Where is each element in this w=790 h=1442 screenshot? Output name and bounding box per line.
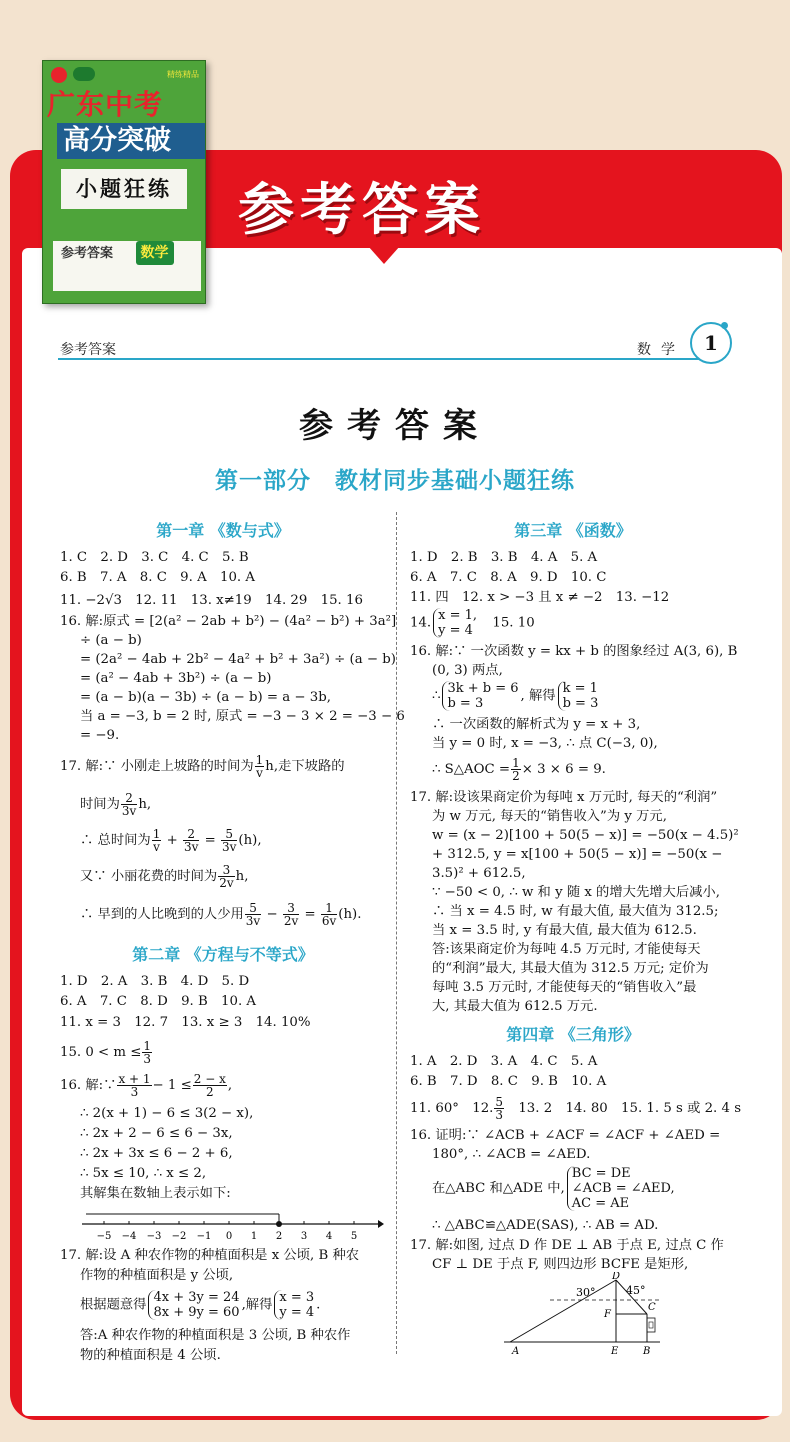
chapter-2-heading: 第二章 《方程与不等式》 xyxy=(132,945,314,964)
point-E: E xyxy=(611,1346,619,1357)
cover-label-box xyxy=(53,241,201,291)
number-line-label: 3 xyxy=(300,1231,308,1242)
answer-line: 17. 解:设该果商定价为每吨 x 万元时, 每天的“利润” xyxy=(410,790,718,805)
fraction: $\frac{3}{2v}$ xyxy=(283,901,299,928)
cover-title-line2: 高分突破 xyxy=(57,123,206,159)
answer-line: (0, 3) 两点, xyxy=(432,663,503,678)
cover-label: 参考答案 xyxy=(61,246,114,261)
number-line-label: −5 xyxy=(96,1231,112,1242)
equation-system: 4x + 3y = 24 8x + 9y = 60 xyxy=(148,1290,239,1320)
number-line-label: 1 xyxy=(250,1231,258,1242)
fraction: $\frac{1}{3}$ xyxy=(143,1039,152,1066)
number-line-label: −1 xyxy=(196,1231,212,1242)
answer-line: 1. D 2. B 3. B 4. A 5. A xyxy=(410,550,598,565)
equation-system: 3k + b = 6 b = 3 xyxy=(442,681,518,711)
answer-line: ∴ 3k + b = 6 b = 3 , 解得 k = 1 b = 3 xyxy=(432,681,599,711)
answer-line: 1. D 2. A 3. B 4. D 5. D xyxy=(60,974,250,989)
point-F: F xyxy=(604,1309,611,1320)
answer-line: 6. A 7. C 8. D 9. B 10. A xyxy=(60,994,257,1009)
answer-line: ÷ (a − b) xyxy=(80,633,142,648)
answer-line: ∴ 2(x + 1) − 6 ≤ 3(2 − x), xyxy=(80,1106,254,1121)
answer-line: 在△ABC 和△ADE 中,BC = DE ∠ACB = ∠AED, AC = AE xyxy=(432,1166,675,1211)
answer-line: ∴ 当 x = 4.5 时, w 有最大值, 最大值为 312.5; xyxy=(432,904,719,919)
column-divider xyxy=(396,512,397,1354)
fraction: $\frac{2}{3v}$ xyxy=(183,827,199,854)
number-line-label: −3 xyxy=(146,1231,162,1242)
header-rule xyxy=(58,358,712,360)
point-D: D xyxy=(612,1272,621,1282)
answer-line: ∴ 总时间为 $\frac{1}{v}$ + $\frac{2}{3v}$ = $\frac{5}{3v}$ (h), xyxy=(80,827,262,854)
answer-line: 17. 解:∵ 小刚走上坡路的时间为 $\frac{1}{v}$ h,走下坡路的 xyxy=(60,753,345,780)
answer-line: 物的种植面积是 4 公顷. xyxy=(80,1348,221,1363)
answer-line: = −9. xyxy=(80,728,120,743)
chapter-1-heading: 第一章 《数与式》 xyxy=(156,521,290,540)
answer-line: 3.5)² + 612.5, xyxy=(432,866,526,881)
answer-line: 每吨 3.5 万元时, 才能使每天的“销售收入”最 xyxy=(432,980,697,995)
answer-line: 16. 解:∵ 一次函数 y = kx + b 的图象经过 A(3, 6), B xyxy=(410,644,738,659)
angle-label-30: 30° xyxy=(576,1286,596,1299)
answer-line: ∴ S△AOC = $\frac{1}{2}$ × 3 × 6 = 9. xyxy=(432,756,606,783)
cover-badge: 精练精品 xyxy=(167,70,199,79)
answer-line: 答:A 种农作物的种植面积是 3 公顷, B 种农作 xyxy=(80,1328,351,1343)
segment-AD xyxy=(510,1280,616,1342)
series-logo-icon xyxy=(73,67,95,81)
banner-notch xyxy=(368,246,400,264)
answer-line: 15. 0 < m ≤ $\frac{1}{3}$ xyxy=(60,1039,152,1066)
answer-line: ∴ 2x + 2 − 6 ≤ 6 − 3x, xyxy=(80,1126,233,1141)
number-line-label: −4 xyxy=(121,1231,137,1242)
answer-line: 作物的种植面积是 y 公顷, xyxy=(80,1268,234,1283)
document-subtitle: 第一部分 教材同步基础小题狂练 xyxy=(215,468,575,494)
answer-line: CF ⊥ DE 于点 F, 则四边形 BCFE 是矩形, xyxy=(432,1257,689,1272)
publisher-logo-icon xyxy=(51,67,67,83)
fraction: $\frac{5}{3v}$ xyxy=(245,901,261,928)
answer-line: ∴ 5x ≤ 10, ∴ x ≤ 2, xyxy=(80,1166,207,1181)
number-line xyxy=(82,1212,384,1244)
answer-line: 6. B 7. D 8. C 9. B 10. A xyxy=(410,1074,607,1089)
answer-line: ∵ −50 < 0, ∴ w 和 y 随 x 的增大先增大后减小, xyxy=(432,885,720,900)
answer-line: 16. 解:原式 = [2(a² − 2ab + b²) − (4a² − b²) + 3a²] xyxy=(60,614,397,629)
cover-subject-badge: 数学 xyxy=(136,241,174,265)
answer-line: 14. x = 1, y = 4 15. 10 xyxy=(410,608,535,638)
cover-title-line3: 小题狂练 xyxy=(61,169,187,209)
answer-line: 1. A 2. D 3. A 4. C 5. A xyxy=(410,1054,598,1069)
answer-line: 为 w 万元, 每天的“销售收入”为 y 万元, xyxy=(432,809,667,824)
point-C: C xyxy=(648,1302,656,1313)
angle-label-45: 45° xyxy=(626,1284,646,1297)
fraction: $\frac{1}{v}$ xyxy=(255,753,264,780)
answer-line: 的“利润”最大, 其最大值为 312.5 万元; 定价为 xyxy=(432,961,709,976)
answer-line: 又∵ 小丽花费的时间为 $\frac{3}{2v}$ h, xyxy=(80,863,249,890)
answer-line: = (2a² − 4ab + 2b² − 4a² + b² + 3a²) ÷ (a − b) xyxy=(80,652,396,667)
answer-line: 当 y = 0 时, x = −3, ∴ 点 C(−3, 0), xyxy=(432,736,658,751)
answer-line: 答:该果商定价为每吨 4.5 万元时, 才能使每天 xyxy=(432,942,701,957)
number-line-label: 5 xyxy=(350,1231,358,1242)
fraction: $\frac{5}{3}$ xyxy=(495,1095,504,1122)
answer-line: ∴ 一次函数的解析式为 y = x + 3, xyxy=(432,717,641,732)
answer-line: 大, 其最大值为 612.5 万元. xyxy=(432,999,598,1014)
answer-line: 当 a = −3, b = 2 时, 原式 = −3 − 3 × 2 = −3 − 6 xyxy=(80,709,405,724)
answer-line: 16. 解:∵ $\frac{x + 1}{3}$ − 1 ≤ $\frac{2 - x}{2}$ , xyxy=(60,1072,233,1099)
number-line-label: 0 xyxy=(225,1231,233,1242)
answer-line: 6. A 7. C 8. A 9. D 10. C xyxy=(410,570,607,585)
answer-line: 根据题意得 4x + 3y = 24 8x + 9y = 60 ,解得 x = 3 y = 4 . xyxy=(80,1290,321,1320)
number-line-label: 4 xyxy=(325,1231,333,1242)
answer-line: 当 x = 3.5 时, y 有最大值, 最大值为 612.5. xyxy=(432,923,697,938)
answer-line: ∴ 2x + 3x ≤ 6 − 2 + 6, xyxy=(80,1146,233,1161)
answer-line: 17. 解:如图, 过点 D 作 DE ⊥ AB 于点 E, 过点 C 作 xyxy=(410,1238,724,1253)
fraction: $\frac{1}{v}$ xyxy=(152,827,161,854)
number-line-label: 2 xyxy=(275,1231,283,1242)
header-left-label: 参考答案 xyxy=(60,342,116,358)
point-A: A xyxy=(512,1346,520,1357)
answer-line: = (a − b)(a − 3b) ÷ (a − b) = a − 3b, xyxy=(80,690,331,705)
page-number-dot-icon xyxy=(721,322,728,329)
answer-line: 11. x = 3 12. 7 13. x ≥ 3 14. 10% xyxy=(60,1015,311,1030)
answer-line: 180°, ∴ ∠ACB = ∠AED. xyxy=(432,1147,591,1162)
answer-line: = (a² − 4ab + 3b²) ÷ (a − b) xyxy=(80,671,272,686)
fraction: $\frac{1}{2}$ xyxy=(512,756,520,783)
book-cover xyxy=(42,60,206,304)
document-title: 参考答案 xyxy=(299,406,491,446)
answer-line: 其解集在数轴上表示如下: xyxy=(80,1186,231,1201)
answer-line: 11. −2√3 12. 11 13. x≠19 14. 29 15. 16 xyxy=(60,593,363,608)
answer-line: + 312.5, y = x[100 + 50(5 − x)] = −50(x − xyxy=(432,847,723,862)
fraction: $\frac{x + 1}{3}$ xyxy=(118,1072,151,1099)
fraction: $\frac{2}{3v}$ xyxy=(121,791,137,818)
header-subject: 数学 xyxy=(637,342,685,358)
cover-title-line1: 广东中考 xyxy=(47,88,164,121)
banner-title: 参考答案 xyxy=(238,178,486,243)
number-line-arrow-icon xyxy=(378,1220,384,1228)
equation-system: BC = DE ∠ACB = ∠AED, AC = AE xyxy=(567,1166,675,1211)
answer-line: w = (x − 2)[100 + 50(5 − x)] = −50(x − 4.5)² xyxy=(432,828,739,843)
point-B: B xyxy=(643,1346,651,1357)
fraction: $\frac{2 - x}{2}$ xyxy=(193,1072,226,1099)
answer-line: 6. B 7. A 8. C 9. A 10. A xyxy=(60,570,255,585)
fraction: $\frac{3}{2v}$ xyxy=(219,863,234,890)
answer-line: ∴ △ABC≌△ADE(SAS), ∴ AB = AD. xyxy=(432,1218,659,1233)
geometry-figure xyxy=(500,1272,670,1358)
chapter-3-heading: 第三章 《函数》 xyxy=(514,521,632,540)
number-line-label: −2 xyxy=(171,1231,187,1242)
page-number: 1 xyxy=(690,322,732,364)
equation-system: x = 1, y = 4 xyxy=(433,608,477,638)
equation-system: x = 3 y = 4 xyxy=(274,1290,314,1320)
object-box xyxy=(647,1318,655,1332)
answer-line: 11. 四 12. x > −3 且 x ≠ −2 13. −12 xyxy=(410,590,670,605)
answer-line: 时间为 $\frac{2}{3v}$ h, xyxy=(80,791,152,818)
fraction: $\frac{1}{6v}$ xyxy=(321,901,337,928)
answer-line: 11. 60° 12. $\frac{5}{3}$ 13. 2 14. 80 15. 1. 5 s 或 2. 4 s xyxy=(410,1095,742,1122)
chapter-4-heading: 第四章 《三角形》 xyxy=(506,1025,640,1044)
answer-line: ∴ 早到的人比晚到的人少用 $\frac{5}{3v}$ − $\frac{3}{2v}$ = $\frac{1}{6v}$ (h). xyxy=(80,901,362,928)
answer-line: 1. C 2. D 3. C 4. C 5. B xyxy=(60,550,249,565)
equation-system: k = 1 b = 3 xyxy=(558,681,599,711)
fraction: $\frac{5}{3v}$ xyxy=(222,827,237,854)
answer-line: 16. 证明:∵ ∠ACB + ∠ACF = ∠ACF + ∠AED = xyxy=(410,1128,721,1143)
object-box-inner xyxy=(649,1322,653,1328)
answer-line: 17. 解:设 A 种农作物的种植面积是 x 公顷, B 种农 xyxy=(60,1248,360,1263)
